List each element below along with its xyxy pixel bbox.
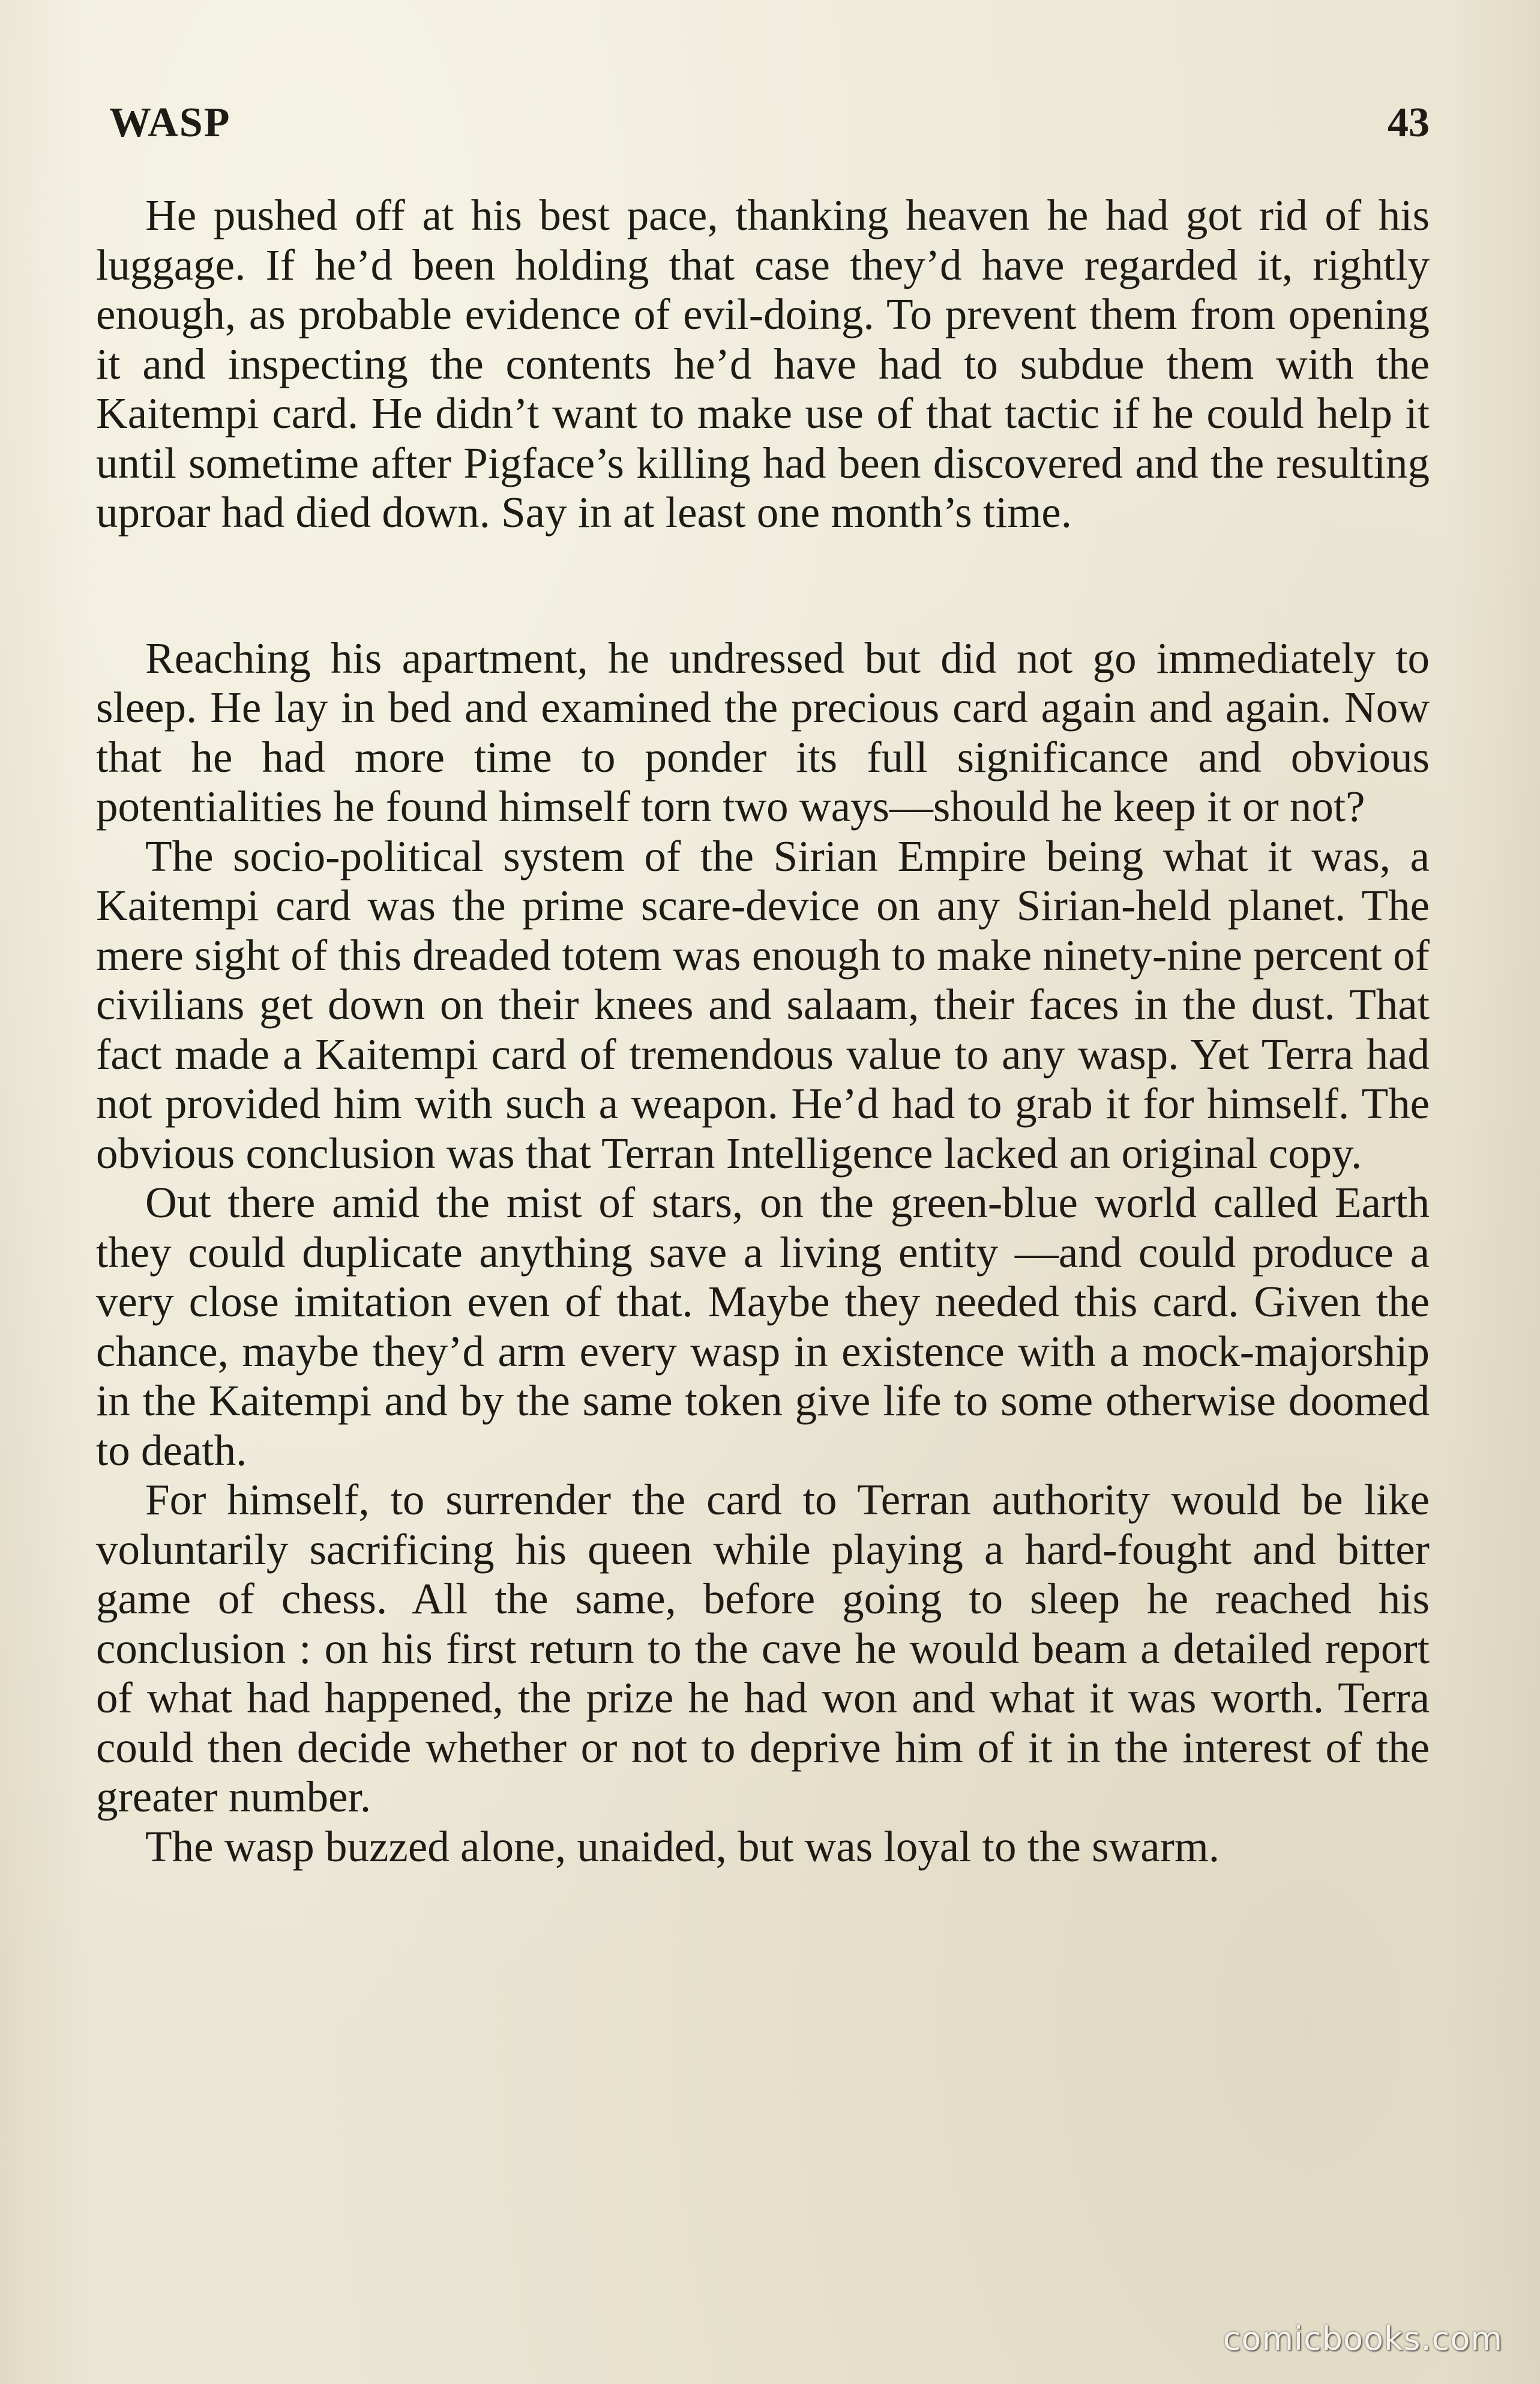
running-head xyxy=(109,90,1430,156)
running-title: WASP xyxy=(109,100,231,146)
paragraph-6: The wasp buzzed alone, unaided, but was loyal to the swarm. xyxy=(145,1822,1220,1871)
section-break xyxy=(96,538,1430,634)
paragraph-1: He pushed off at his best pace, thanking heaven he had got rid of his luggage. If he’d been holding that case they’d have regarded it, rightly enough, as probable evidence of evil-doing. To prevent them from opening it and inspecting the contents he’d have had to subdue them with the Kaitempi card. He didn’t want to make use of that tactic if he could help it until sometime after Pigface’s killing had been discovered and the resulting uproar had died down. Say in at least one month’s time. xyxy=(96,191,1430,537)
paragraph-4: Out there amid the mist of stars, on the green-blue world called Earth they could duplicate anything save a living entity —and could produce a very close imitation even of that. Maybe they needed this card. Given the chance, maybe they’d arm every wasp in existence with a mock-majorship in the Kaitempi and by the same token give life to some otherwise doomed to death. xyxy=(96,1178,1430,1475)
page-number: 43 xyxy=(1388,100,1430,146)
paragraph-5: For himself, to surrender the card to Terran authority would be like voluntarily sacrificing his queen while playing a hard-fought and bitter game of chess. All the same, before going to sleep he reached his conclusion : on his first return to the cave he would beam a detailed report of what had happened, the prize he had won and what it was worth. Terra could then decide whether or not to deprive him of it in the interest of the greater number. xyxy=(96,1475,1430,1821)
paragraph-2: Reaching his apartment, he undressed but did not go immediately to sleep. He lay in bed and examined the precious card again and again. Now that he had more time to ponder its full significance and obvious potentialities he found himself torn two ways—should he keep it or not? xyxy=(96,633,1430,831)
body-text xyxy=(96,191,1430,1871)
paragraph-3: The socio-political system of the Sirian Empire being what it was, a Kaitempi card was the prime scare-device on any Sirian-held planet. The mere sight of this dreaded totem was enough to make ninety-nine percent of civilians get down on their knees and salaam, their faces in the dust. That fact made a Kaitempi card of tremendous value to any wasp. Yet Terra had not provided him with such a weapon. He’d had to grab it for himself. The obvious conclusion was that Terran Intelligence lacked an original copy. xyxy=(96,831,1430,1178)
watermark: comicbooks.com xyxy=(1223,2320,1503,2358)
